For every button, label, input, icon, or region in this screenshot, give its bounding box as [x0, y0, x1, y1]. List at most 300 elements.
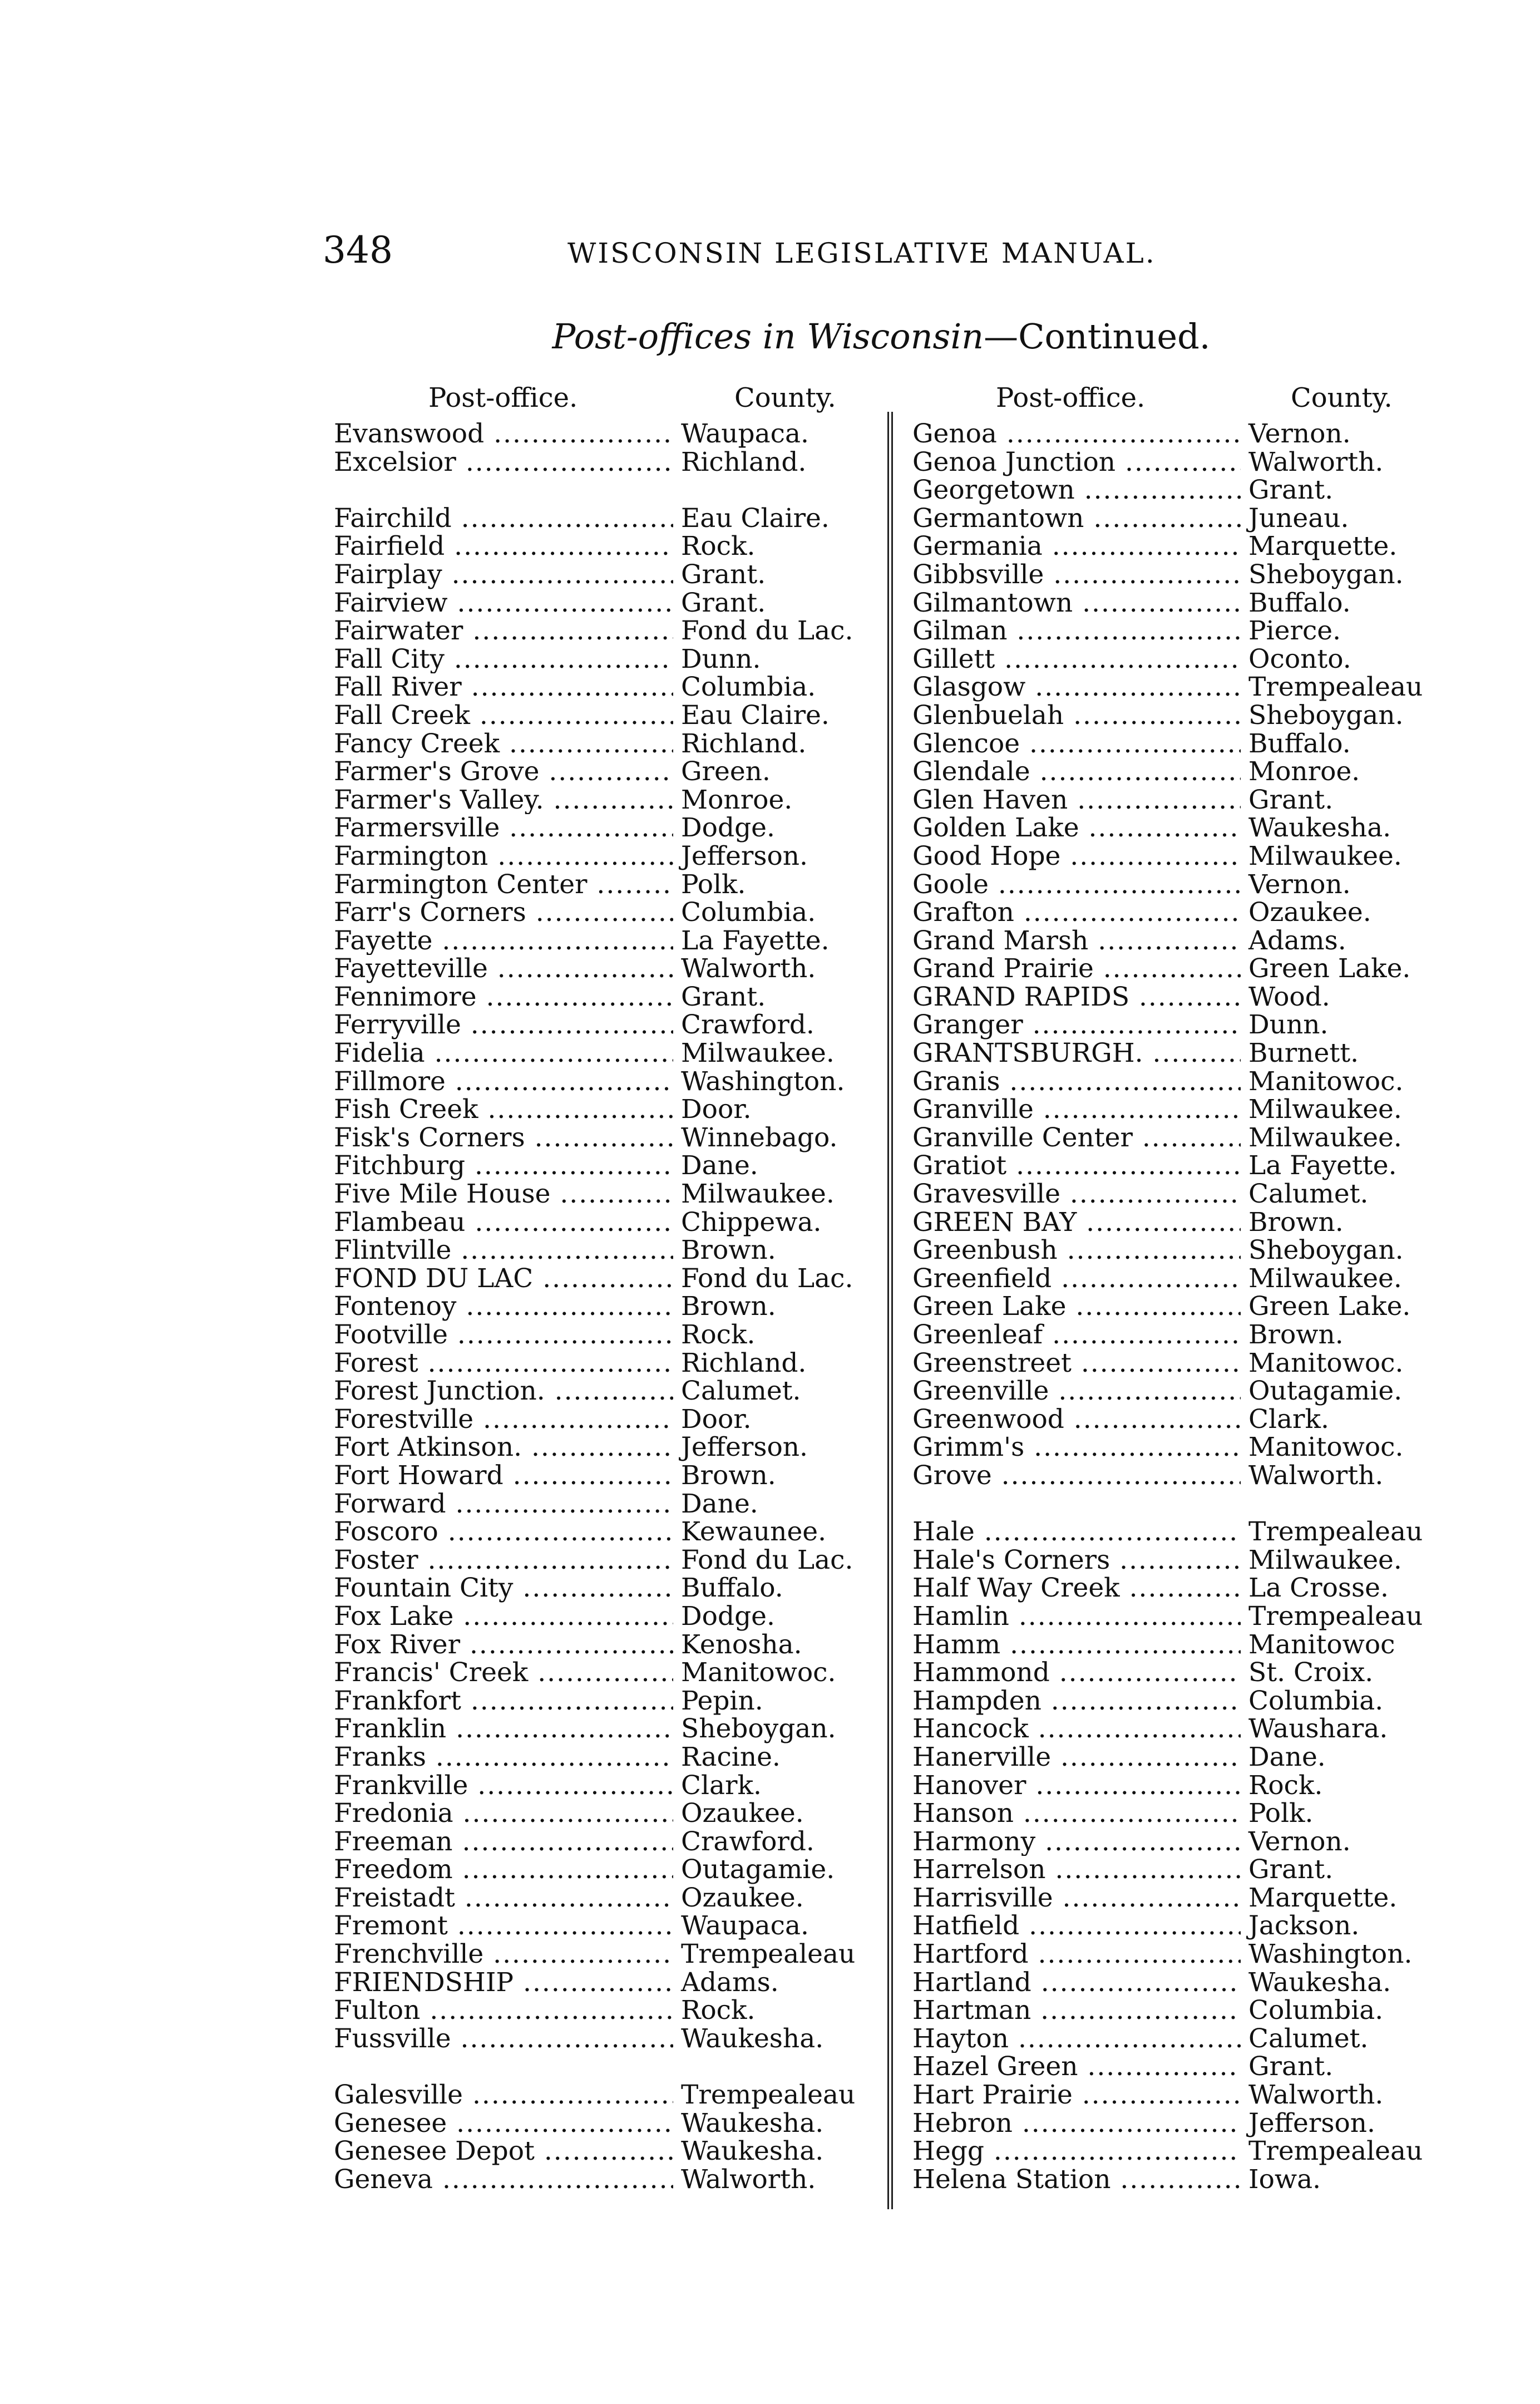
postoffice-entry: [334, 983, 855, 1012]
county-name: Dunn.: [681, 643, 761, 674]
column-divider: [887, 412, 893, 2209]
postoffice-entry: [334, 1518, 855, 1546]
postoffice-name: Golden Lake .....: [912, 814, 1241, 843]
county-name: Manitowoc.: [1248, 1066, 1404, 1097]
postoffice-name: Hancock .....: [912, 1715, 1241, 1743]
county-name: Rock.: [681, 1319, 756, 1350]
postoffice-name: Harrelson .....: [912, 1856, 1241, 1884]
county-name: Waushara.: [1248, 1713, 1388, 1745]
postoffice-entry: [912, 505, 1423, 533]
postoffice-entry: [334, 840, 855, 871]
postoffice-entry: [334, 1011, 855, 1040]
county-name: Kenosha.: [681, 1629, 802, 1660]
postoffice-name: Fort Atkinson. .....: [334, 1433, 673, 1462]
postoffice-entry: [912, 699, 1423, 731]
postoffice-name: Farmington .....: [334, 843, 673, 871]
section-gap: [334, 476, 855, 505]
postoffice-name: Hanson .....: [912, 1800, 1241, 1828]
county-name: Iowa.: [1248, 2164, 1321, 2195]
postoffice-entry: [912, 1377, 1423, 1406]
county-name: Racine.: [681, 1741, 781, 1772]
postoffice-name: Good Hope .....: [912, 843, 1241, 871]
postoffice-name: Glasgow .....: [912, 673, 1241, 702]
postoffice-entry: [334, 758, 855, 786]
postoffice-entry: [334, 1546, 855, 1575]
county-name: Jackson.: [1248, 1910, 1360, 1942]
postoffice-entry: [334, 1349, 855, 1378]
county-name: Marquette.: [1248, 1882, 1398, 1913]
postoffice-entry: [912, 1659, 1423, 1687]
left-postoffice-heading: Post-office.: [428, 382, 578, 413]
postoffice-name: Fairview .....: [334, 589, 673, 618]
county-name: Sheboygan.: [1248, 699, 1404, 731]
postoffice-entry: [912, 446, 1423, 477]
county-name: Grant.: [681, 559, 766, 590]
postoffice-entry: [912, 955, 1423, 983]
county-name: Ozaukee.: [1248, 897, 1371, 928]
postoffice-name: Fredonia .....: [334, 1800, 673, 1828]
county-name: Grant.: [681, 587, 766, 618]
postoffice-name: Hebron .....: [912, 2110, 1241, 2138]
county-name: Rock.: [681, 1995, 756, 2026]
postoffice-name: Grand Prairie .....: [912, 955, 1241, 983]
postoffice-entry: [334, 871, 855, 899]
postoffice-entry: [334, 1687, 855, 1716]
postoffice-entry: [334, 1152, 855, 1180]
postoffice-entry: [334, 533, 855, 561]
postoffice-name: Fancy Creek .....: [334, 730, 673, 758]
postoffice-entry: [912, 1462, 1423, 1490]
left-postoffice-list: [334, 420, 855, 2194]
postoffice-name: Freedom .....: [334, 1856, 673, 1884]
county-name: Burnett.: [1248, 1038, 1359, 1069]
postoffice-name: Glendale .....: [912, 758, 1241, 786]
postoffice-entry: [912, 1068, 1423, 1096]
postoffice-name: Fairfield .....: [334, 533, 673, 561]
county-name: Manitowoc: [1248, 1629, 1395, 1660]
postoffice-name: Hayton .....: [912, 2025, 1241, 2053]
county-name: St. Croix.: [1248, 1657, 1374, 1688]
postoffice-name: Footville .....: [334, 1321, 673, 1349]
postoffice-name: Greenville .....: [912, 1377, 1241, 1406]
county-name: Eau Claire.: [681, 503, 830, 534]
county-name: Winnebago.: [681, 1122, 838, 1153]
postoffice-name: Forest Junction. .....: [334, 1377, 673, 1406]
postoffice-entry: [912, 2081, 1423, 2110]
county-name: Sheboygan.: [1248, 559, 1404, 590]
postoffice-name: Franklin .....: [334, 1715, 673, 1743]
county-name: Dane.: [681, 1488, 758, 1519]
postoffice-name: Georgetown .....: [912, 476, 1241, 505]
county-name: La Crosse.: [1248, 1573, 1389, 1604]
postoffice-entry: [334, 420, 855, 449]
county-name: Eau Claire.: [681, 699, 830, 731]
postoffice-entry: [334, 1433, 855, 1462]
county-name: Waupaca.: [681, 418, 809, 449]
county-name: Jefferson.: [1248, 2107, 1375, 2139]
postoffice-name: Forestville .....: [334, 1406, 673, 1434]
postoffice-name: Fox Lake .....: [334, 1603, 673, 1631]
county-name: Waukesha.: [681, 2023, 824, 2054]
postoffice-entry: [334, 1293, 855, 1321]
county-name: Sheboygan.: [1248, 1235, 1404, 1266]
postoffice-name: Frankville .....: [334, 1772, 673, 1800]
postoffice-entry: [334, 1800, 855, 1828]
county-name: Green Lake.: [1248, 953, 1411, 984]
postoffice-entry: [912, 1856, 1423, 1884]
postoffice-entry: [912, 758, 1423, 786]
postoffice-entry: [334, 589, 855, 618]
postoffice-entry: [912, 1546, 1423, 1575]
county-name: Manitowoc.: [1248, 1347, 1404, 1378]
county-name: Manitowoc.: [681, 1657, 836, 1688]
county-name: Juneau.: [1248, 503, 1349, 534]
postoffice-name: Fitchburg .....: [334, 1152, 673, 1180]
county-name: Dane.: [681, 1150, 758, 1181]
postoffice-entry: [334, 1997, 855, 2025]
postoffice-entry: [334, 730, 855, 758]
subtitle-continued: —Continued.: [984, 316, 1211, 357]
postoffice-name: Genesee .....: [334, 2110, 673, 2138]
postoffice-name: Genoa .....: [912, 420, 1241, 449]
postoffice-entry: [334, 2025, 855, 2053]
postoffice-name: Geneva .....: [334, 2166, 673, 2194]
postoffice-entry: [912, 476, 1423, 505]
postoffice-entry: [912, 2137, 1423, 2166]
county-name: Sheboygan.: [681, 1713, 836, 1745]
postoffice-entry: [912, 730, 1423, 758]
postoffice-entry: [912, 617, 1423, 646]
postoffice-entry: [912, 2166, 1423, 2194]
postoffice-name: Harrisville .....: [912, 1884, 1241, 1913]
postoffice-name: Excelsior .....: [334, 449, 673, 477]
county-name: Waukesha.: [681, 2107, 824, 2139]
county-name: Green Lake.: [1248, 1291, 1411, 1322]
postoffice-entry: [912, 1040, 1423, 1068]
county-name: Outagamie.: [681, 1854, 835, 1885]
postoffice-entry: [912, 786, 1423, 815]
postoffice-name: Fairplay .....: [334, 561, 673, 589]
postoffice-entry: [334, 1600, 855, 1632]
postoffice-entry: [912, 1096, 1423, 1124]
postoffice-entry: [912, 1997, 1423, 2025]
postoffice-name: Glenbuelah .....: [912, 702, 1241, 730]
postoffice-name: Fairchild .....: [334, 505, 673, 533]
postoffice-entry: [912, 1574, 1423, 1603]
county-name: Trempealeau: [1248, 2136, 1423, 2167]
postoffice-name: Granis .....: [912, 1068, 1241, 1096]
county-name: Green.: [681, 756, 771, 787]
county-name: Monroe.: [681, 784, 793, 815]
county-name: Dodge.: [681, 1600, 775, 1632]
postoffice-name: Gilman .....: [912, 617, 1241, 646]
postoffice-entry: [912, 1206, 1423, 1238]
postoffice-entry: [334, 1124, 855, 1152]
postoffice-name: Hart Prairie .....: [912, 2081, 1241, 2110]
postoffice-entry: [334, 1884, 855, 1913]
postoffice-name: Hazel Green .....: [912, 2053, 1241, 2081]
county-name: Kewaunee.: [681, 1516, 827, 1548]
postoffice-entry: [334, 1462, 855, 1490]
postoffice-name: Foster .....: [334, 1546, 673, 1575]
postoffice-entry: [334, 2081, 855, 2110]
county-name: Walworth.: [681, 2164, 816, 2195]
county-name: Jefferson.: [681, 1432, 808, 1463]
county-name: La Fayette.: [1248, 1150, 1397, 1181]
postoffice-name: Fillmore .....: [334, 1068, 673, 1096]
county-name: Trempealeau: [1248, 672, 1423, 703]
postoffice-entry: [912, 1912, 1423, 1940]
county-name: Polk.: [681, 869, 746, 900]
county-name: Trempealeau: [681, 2080, 856, 2111]
postoffice-name: Greenbush .....: [912, 1237, 1241, 1265]
county-name: Manitowoc.: [1248, 1432, 1404, 1463]
postoffice-entry: [912, 840, 1423, 871]
county-name: Polk.: [1248, 1798, 1314, 1829]
postoffice-entry: [334, 1912, 855, 1940]
county-name: Walworth.: [1248, 2080, 1384, 2111]
county-name: Jefferson.: [681, 840, 808, 871]
postoffice-entry: [334, 1631, 855, 1659]
county-name: Grant.: [1248, 2051, 1334, 2082]
county-name: Walworth.: [681, 953, 816, 984]
postoffice-name: Freistadt .....: [334, 1884, 673, 1913]
postoffice-entry: [334, 643, 855, 674]
postoffice-name: Forest .....: [334, 1349, 673, 1378]
right-postoffice-heading: Post-office.: [996, 382, 1146, 413]
postoffice-name: Hamm .....: [912, 1631, 1241, 1659]
postoffice-entry: [912, 1403, 1423, 1435]
postoffice-entry: [912, 1884, 1423, 1913]
postoffice-entry: [912, 1715, 1423, 1743]
postoffice-entry: [912, 899, 1423, 927]
postoffice-entry: [334, 1096, 855, 1124]
postoffice-entry: [912, 1969, 1423, 1997]
postoffice-name: Foscoro .....: [334, 1518, 673, 1546]
county-name: Brown.: [681, 1460, 776, 1491]
postoffice-name: GRAND RAPIDS .....: [912, 983, 1241, 1012]
county-name: Columbia.: [681, 672, 816, 703]
postoffice-entry: [334, 1237, 855, 1265]
postoffice-name: Five Mile House .....: [334, 1180, 673, 1209]
postoffice-entry: [334, 2107, 855, 2139]
postoffice-entry: [334, 814, 855, 843]
county-name: Fond du Lac.: [681, 1544, 853, 1575]
postoffice-entry: [912, 1152, 1423, 1180]
postoffice-entry: [334, 1321, 855, 1349]
postoffice-name: Granville Center .....: [912, 1124, 1241, 1152]
postoffice-name: Fall City .....: [334, 646, 673, 674]
county-name: Richland.: [681, 1347, 807, 1378]
postoffice-entry: [334, 1068, 855, 1096]
county-name: Fond du Lac.: [681, 615, 853, 647]
postoffice-entry: [334, 1490, 855, 1519]
postoffice-entry: [334, 786, 855, 815]
postoffice-entry: [334, 2166, 855, 2194]
postoffice-entry: [912, 1180, 1423, 1209]
postoffice-entry: [334, 699, 855, 731]
postoffice-name: Hamlin .....: [912, 1603, 1241, 1631]
postoffice-name: Greenstreet .....: [912, 1349, 1241, 1378]
county-name: Columbia.: [1248, 1685, 1384, 1716]
section-gap: [912, 1490, 1423, 1519]
county-name: Marquette.: [1248, 531, 1398, 562]
postoffice-name: Fairwater .....: [334, 617, 673, 646]
county-name: Ozaukee.: [681, 1798, 804, 1829]
county-name: Fond du Lac.: [681, 1263, 853, 1294]
postoffice-entry: [334, 1040, 855, 1068]
postoffice-name: Hartman .....: [912, 1997, 1241, 2025]
postoffice-name: Gibbsville .....: [912, 561, 1241, 589]
postoffice-entry: [912, 589, 1423, 618]
postoffice-name: Fidelia .....: [334, 1040, 673, 1068]
county-name: Vernon.: [1248, 869, 1351, 900]
county-name: Milwaukee.: [1248, 1263, 1402, 1294]
postoffice-name: Farmer's Grove .....: [334, 758, 673, 786]
county-name: Buffalo.: [1248, 587, 1351, 618]
postoffice-name: Greenleaf .....: [912, 1321, 1241, 1349]
postoffice-entry: [334, 1969, 855, 1997]
postoffice-entry: [912, 1433, 1423, 1462]
postoffice-name: Farr's Corners .....: [334, 899, 673, 927]
postoffice-entry: [334, 1772, 855, 1800]
postoffice-name: Forward .....: [334, 1490, 673, 1519]
postoffice-name: Galesville .....: [334, 2081, 673, 2110]
section-gap: [334, 2053, 855, 2081]
postoffice-name: Gilmantown .....: [912, 589, 1241, 618]
postoffice-name: Harmony .....: [912, 1828, 1241, 1856]
postoffice-name: Farmington Center .....: [334, 871, 673, 899]
postoffice-name: Greenwood .....: [912, 1406, 1241, 1434]
postoffice-name: Flintville .....: [334, 1237, 673, 1265]
county-name: Trempealeau: [1248, 1600, 1423, 1632]
county-name: Rock.: [1248, 1770, 1323, 1801]
postoffice-name: Fox River .....: [334, 1631, 673, 1659]
county-name: Crawford.: [681, 1009, 815, 1041]
county-name: Grant.: [681, 981, 766, 1012]
postoffice-entry: [912, 673, 1423, 702]
postoffice-name: FOND DU LAC .....: [334, 1265, 673, 1293]
postoffice-entry: [912, 1743, 1423, 1772]
postoffice-entry: [912, 1631, 1423, 1659]
postoffice-entry: [334, 1659, 855, 1687]
postoffice-name: Gravesville .....: [912, 1180, 1241, 1209]
county-name: Brown.: [681, 1291, 776, 1322]
postoffice-name: Greenfield .....: [912, 1265, 1241, 1293]
postoffice-name: Hartford .....: [912, 1940, 1241, 1969]
section-subtitle: [0, 309, 1540, 364]
postoffice-entry: [912, 533, 1423, 561]
right-postoffice-list: [912, 420, 1423, 2194]
postoffice-name: Hatfield .....: [912, 1912, 1241, 1940]
postoffice-entry: [912, 1293, 1423, 1321]
county-name: Chippewa.: [681, 1206, 822, 1238]
county-name: Milwaukee.: [681, 1179, 835, 1210]
postoffice-entry: [334, 1715, 855, 1743]
county-name: Grant.: [1248, 784, 1334, 815]
postoffice-name: Helena Station .....: [912, 2166, 1241, 2194]
county-name: Pepin.: [681, 1685, 763, 1716]
county-name: Ozaukee.: [681, 1882, 804, 1913]
postoffice-name: Gillett .....: [912, 646, 1241, 674]
postoffice-entry: [912, 1600, 1423, 1632]
postoffice-name: Germania .....: [912, 533, 1241, 561]
postoffice-entry: [334, 1940, 855, 1969]
county-name: Oconto.: [1248, 643, 1351, 674]
postoffice-entry: [334, 1403, 855, 1435]
postoffice-name: Genoa Junction .....: [912, 449, 1241, 477]
county-name: Pierce.: [1248, 615, 1341, 647]
county-name: Grant.: [1248, 1854, 1334, 1885]
county-name: Door.: [681, 1094, 752, 1125]
postoffice-entry: [334, 617, 855, 646]
postoffice-name: Grimm's .....: [912, 1433, 1241, 1462]
postoffice-name: Hale .....: [912, 1518, 1241, 1546]
county-name: Trempealeau: [681, 1939, 856, 1970]
postoffice-name: Flambeau .....: [334, 1209, 673, 1237]
county-name: La Fayette.: [681, 925, 830, 956]
postoffice-entry: [912, 1349, 1423, 1378]
postoffice-name: Fayette .....: [334, 927, 673, 955]
postoffice-name: Fountain City .....: [334, 1574, 673, 1603]
county-name: Rock.: [681, 531, 756, 562]
postoffice-name: Fall Creek .....: [334, 702, 673, 730]
postoffice-name: Hanerville .....: [912, 1743, 1241, 1772]
county-name: Door.: [681, 1403, 752, 1435]
postoffice-name: Francis' Creek .....: [334, 1659, 673, 1687]
postoffice-name: Freeman .....: [334, 1828, 673, 1856]
county-name: Vernon.: [1248, 418, 1351, 449]
postoffice-entry: [912, 1124, 1423, 1152]
subtitle-italic: Post-offices in Wisconsin: [552, 316, 984, 357]
county-name: Adams.: [1248, 925, 1346, 956]
postoffice-entry: [912, 643, 1423, 674]
postoffice-entry: [912, 1265, 1423, 1293]
county-name: Outagamie.: [1248, 1376, 1403, 1407]
postoffice-name: Green Lake .....: [912, 1293, 1241, 1321]
postoffice-entry: [334, 1856, 855, 1884]
left-county-heading: County.: [734, 382, 836, 413]
postoffice-name: Hegg .....: [912, 2137, 1241, 2166]
postoffice-entry: [912, 1772, 1423, 1800]
county-name: Milwaukee.: [1248, 1094, 1402, 1125]
county-name: Grant.: [1248, 475, 1334, 506]
postoffice-entry: [912, 1321, 1423, 1349]
postoffice-name: FRIENDSHIP .....: [334, 1969, 673, 1997]
postoffice-name: GRANTSBURGH. .....: [912, 1040, 1241, 1068]
postoffice-entry: [334, 505, 855, 533]
county-name: Buffalo.: [681, 1573, 783, 1604]
postoffice-entry: [912, 1011, 1423, 1040]
postoffice-name: Goole .....: [912, 871, 1241, 899]
county-name: Dunn.: [1248, 1009, 1329, 1041]
postoffice-name: Hanover .....: [912, 1772, 1241, 1800]
postoffice-name: Fontenoy .....: [334, 1293, 673, 1321]
postoffice-name: Hartland .....: [912, 1969, 1241, 1997]
page-number: 348: [323, 229, 393, 272]
county-name: Calumet.: [1248, 1179, 1369, 1210]
postoffice-entry: [334, 1206, 855, 1238]
county-name: Clark.: [1248, 1403, 1329, 1435]
county-name: Walworth.: [1248, 446, 1384, 477]
postoffice-name: Germantown .....: [912, 505, 1241, 533]
postoffice-entry: [912, 983, 1423, 1012]
postoffice-name: Grafton .....: [912, 899, 1241, 927]
county-name: Wood.: [1248, 981, 1330, 1012]
postoffice-entry: [334, 1377, 855, 1406]
county-name: Crawford.: [681, 1826, 815, 1857]
county-name: Calumet.: [681, 1376, 801, 1407]
